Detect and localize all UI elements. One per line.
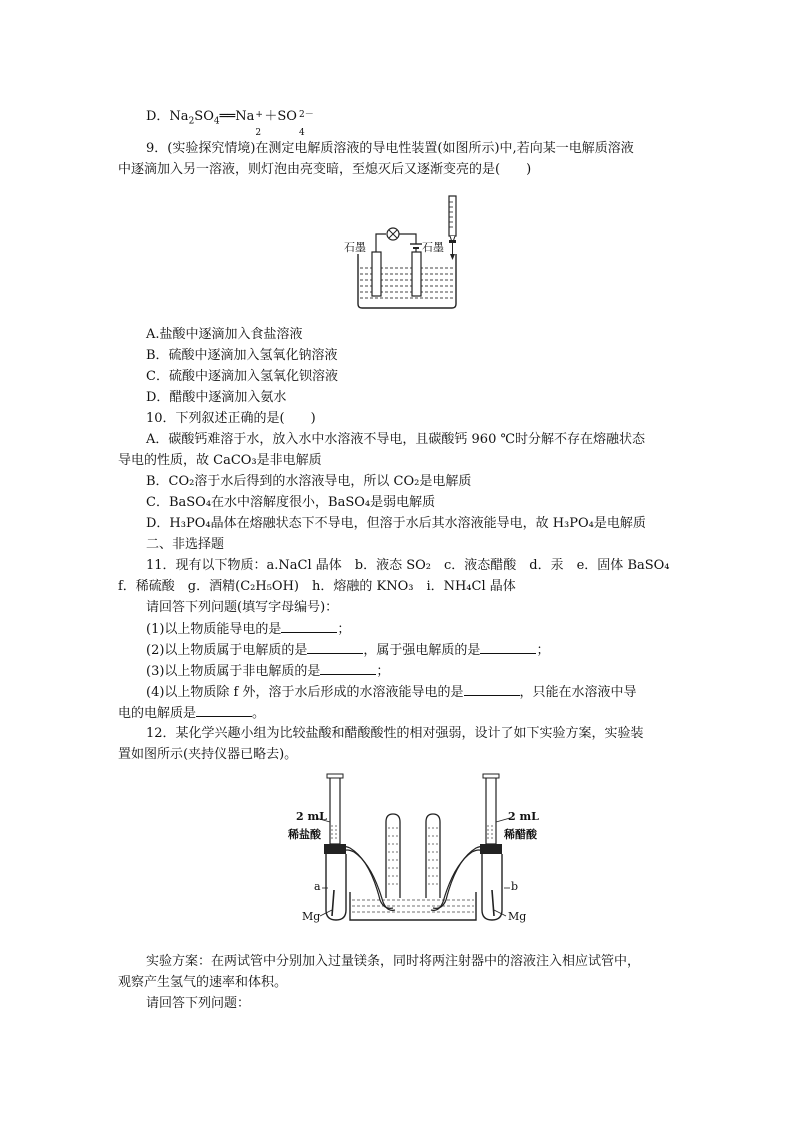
- left-reagent-label: 稀盐酸: [288, 828, 321, 841]
- acid-apparatus-svg: [280, 770, 540, 930]
- answer-blank[interactable]: [480, 641, 536, 654]
- q11-part2-text: ，属于强电解质的是: [363, 643, 481, 658]
- q11-part2-text: (2)以上物质属于电解质的是: [146, 643, 308, 658]
- answer-blank[interactable]: [464, 683, 520, 696]
- q11-prompt: 请回答下列问题(填写字母编号)：: [146, 600, 339, 615]
- q8d-sub: 2: [188, 116, 195, 127]
- q12-line1: 12．某化学兴趣小组为比较盐酸和醋酸酸性的相对强弱，设计了如下实验方案，实验装: [146, 726, 644, 741]
- mg-left-label: Mg: [302, 910, 321, 923]
- right-volume-label: 2 mL: [508, 810, 539, 823]
- punct: ；: [376, 664, 390, 679]
- q11-part4-text: 电的电解质是: [118, 706, 197, 721]
- q8d-text: SO: [194, 109, 214, 124]
- punct: ；: [536, 643, 550, 658]
- q9-option-c: C．硫酸中逐滴加入氢氧化钡溶液: [146, 369, 338, 384]
- mg-right-label: Mg: [508, 910, 527, 923]
- graphite-label-left: 石墨: [344, 241, 366, 254]
- q9-option-b: B．硫酸中逐滴加入氢氧化钠溶液: [146, 348, 338, 363]
- q11-part4: [146, 683, 637, 702]
- q11-part3-text: (3)以上物质属于非电解质的是: [146, 664, 321, 679]
- q11-part4-cont: [118, 704, 265, 723]
- conductivity-apparatus-figure: [342, 192, 470, 312]
- punct: ；: [337, 622, 351, 637]
- q12-line2: 置如图所示(夹持仪器已略去)。: [118, 747, 298, 762]
- q8d-text: ＋SO: [264, 109, 297, 124]
- tube-a-label: a: [314, 880, 321, 893]
- left-volume-label: 2 mL: [296, 810, 327, 823]
- q8d-sub: 2: [255, 128, 262, 138]
- q12-plan-line2: 观察产生氢气的速率和体积。: [118, 975, 288, 990]
- q11-part3: [146, 662, 389, 681]
- answer-blank[interactable]: [320, 662, 376, 675]
- q9-line2: 中逐滴加入另一溶液，则灯泡由亮变暗，至熄灭后又逐渐变亮的是( ): [118, 162, 532, 177]
- q11-part2: [146, 641, 549, 660]
- q12-prompt: 请回答下列问题：: [146, 996, 251, 1011]
- q10-option-a-line1: A．碳酸钙难溶于水，放入水中水溶液不导电，且碳酸钙 960 ℃时分解不存在熔融状态: [146, 432, 646, 447]
- q8d-sub: 4: [298, 128, 305, 138]
- q11-part1-text: (1)以上物质能导电的是: [146, 622, 282, 637]
- q9-option-d: D．醋酸中逐滴加入氨水: [146, 390, 287, 405]
- q8d-text: D．Na: [146, 109, 189, 124]
- right-reagent-label: 稀醋酸: [504, 828, 537, 841]
- tube-b-label: b: [511, 880, 519, 893]
- q10-option-c: C．BaSO₄在水中溶解度很小，BaSO₄是弱电解质: [146, 495, 436, 510]
- q11-part1: [146, 620, 350, 639]
- acid-comparison-apparatus-figure: [280, 770, 540, 930]
- q10-option-b: B．CO₂溶于水后得到的水溶液导电，所以 CO₂是电解质: [146, 474, 472, 489]
- punct: 。: [252, 706, 266, 721]
- q10-option-a-line2: 导电的性质，故 CaCO₃是非电解质: [118, 453, 322, 468]
- answer-blank[interactable]: [307, 641, 363, 654]
- q8d-sub: 4: [213, 116, 220, 127]
- graphite-label-right: 石墨: [422, 241, 444, 254]
- q11-part4-text: ，只能在水溶液中导: [519, 685, 637, 700]
- q8d-text: ══Na: [219, 109, 255, 124]
- q8-option-d: [146, 108, 315, 138]
- q12-plan-line1: 实验方案：在两试管中分别加入过量镁条，同时将两注射器中的溶液注入相应试管中，: [146, 954, 641, 969]
- q10-option-d: D．H₃PO₄晶体在熔融状态下不导电，但溶于水后其水溶液能导电，故 H₃PO₄是电解质: [146, 516, 646, 531]
- q11-line1: 11．现有以下物质：a.NaCl 晶体 b．液态 SO₂ c．液态醋酸 d．汞 e．固体 BaSO₄: [146, 558, 670, 573]
- q9-line1: 9．(实验探究情境)在测定电解质溶液的导电性装置(如图所示)中,若向某一电解质溶液: [146, 141, 634, 156]
- q9-option-a: A.盐酸中逐滴加入食盐溶液: [146, 327, 303, 342]
- answer-blank[interactable]: [196, 704, 252, 717]
- q8d-sup: 2－: [298, 110, 314, 120]
- q11-line2: f．稀硫酸 g．酒精(C₂H₅OH) h．熔融的 KNO₃ i．NH₄Cl 晶体: [118, 579, 516, 594]
- answer-blank[interactable]: [281, 620, 337, 633]
- q8d-sup: +: [255, 110, 263, 120]
- q11-part4-text: (4)以上物质除 f 外，溶于水后形成的水溶液能导电的是: [146, 685, 464, 700]
- section-heading: 二、非选择题: [146, 537, 225, 552]
- q10-stem: 10．下列叙述正确的是( ): [146, 411, 316, 426]
